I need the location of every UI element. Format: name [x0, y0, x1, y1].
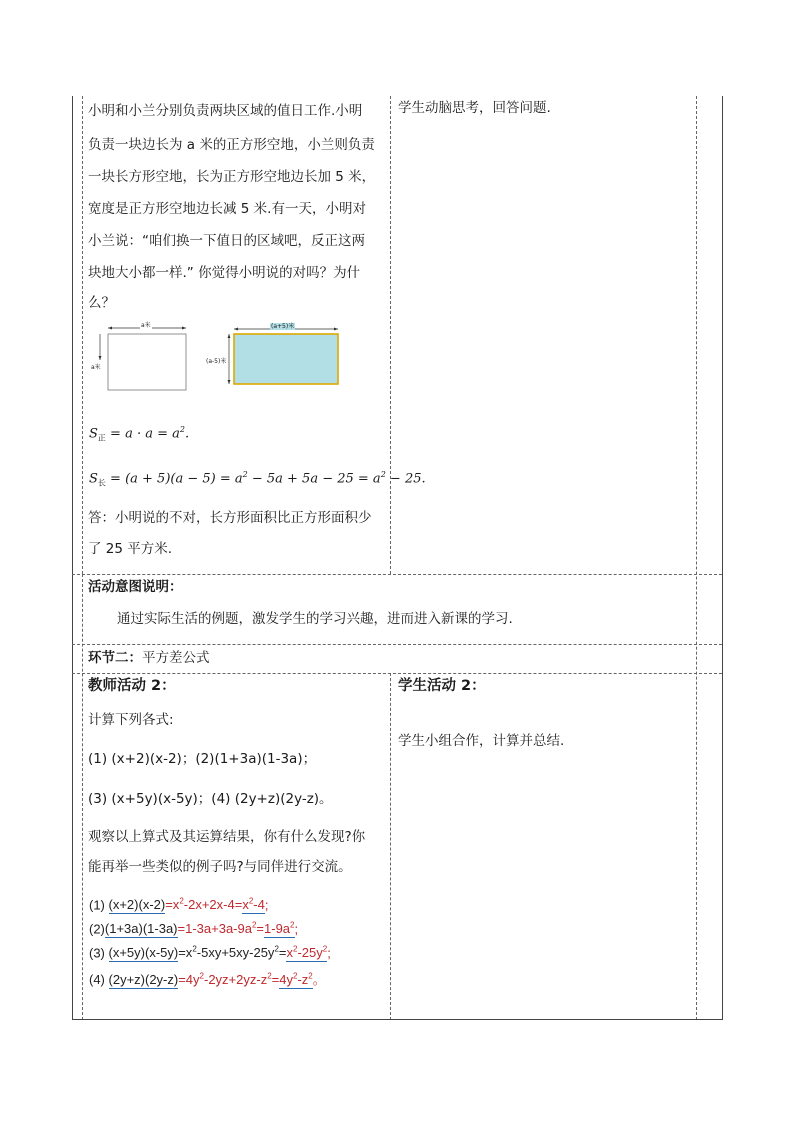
question-line-2: 能再举一些类似的例子吗?与同伴进行交流。	[88, 859, 352, 875]
rect-top-label: (a+5)米	[271, 323, 295, 330]
answer-line-2: 了 25 平方米.	[88, 541, 173, 557]
table-left-border	[72, 96, 73, 1020]
problem-line-7: 么？	[88, 295, 115, 311]
exercise-line-2: (3) (x+5y)(x-5y)；(4) (2y+z)(2y-z)。	[88, 791, 333, 807]
column-divider-top	[390, 96, 391, 574]
square-shape	[108, 334, 186, 390]
teacher-activity-2-title: 教师活动 2：	[88, 678, 176, 694]
inner-left-border-bottom	[82, 574, 83, 1020]
row-divider-intent	[72, 574, 722, 575]
rect-side-label: (a-5)米	[206, 358, 227, 365]
question-line-1: 观察以上算式及其运算结果，你有什么发现?你	[88, 829, 366, 845]
inner-left-border-top	[82, 96, 83, 574]
formula-rect: $S_长 = (a + 5)(a - 5) = a^2 - 5a + 5a - 25 = a^2 - 25$.	[89, 470, 426, 488]
rect-shape	[234, 334, 338, 384]
answer-line-1: 答：小明说的不对，长方形面积比正方形面积少	[88, 510, 372, 526]
square-top-label: a米	[141, 322, 151, 329]
exercise-prompt: 计算下列各式:	[88, 712, 174, 728]
problem-line-3: 一块长方形空地，长为正方形空地边长加 5 米，	[88, 169, 376, 185]
formula-square: $S_正 = a \cdot a = a^2$.	[89, 425, 190, 443]
intent-body: 通过实际生活的例题，激发学生的学习兴趣，进而进入新课的学习.	[117, 611, 513, 627]
square-side-label: a米	[91, 364, 101, 371]
problem-line-4: 宽度是正方形空地边长减 5 米.有一天，小明对	[88, 201, 366, 217]
solution-1: (1) $(x+2)(x-2)=x^2-2x+2x-4=x^2-4$;	[89, 897, 269, 913]
area-figure	[88, 322, 348, 392]
solution-4: (4) $(2y+z)(2y-z)=4y^2-2yz+2yz-z^2=4y^2-z^2$。	[89, 971, 326, 987]
row-divider-section2	[72, 644, 722, 645]
student-activity-2-title: 学生活动 2：	[398, 678, 486, 694]
section2-heading	[88, 648, 210, 668]
student-activity-1-text: 学生动脑思考，回答问题.	[398, 100, 551, 116]
solution-2: $(2)(1+3a)(1-3a)=1-3a+3a-9a^2=1-9a^2$;	[89, 921, 299, 937]
problem-line-2: 负责一块边长为 a 米的正方形空地，小兰则负责	[88, 137, 375, 153]
row-divider-activity2	[72, 673, 722, 674]
problem-line-5: 小兰说：“咱们换一下值日的区域吧，反正这两	[88, 233, 365, 249]
inner-right-border	[696, 96, 697, 1020]
problem-line-6: 块地大小都一样.” 你觉得小明说的对吗？为什	[88, 265, 361, 281]
table-right-border	[722, 96, 723, 1020]
section2-title: 环节二：	[88, 650, 142, 666]
exercise-line-1: (1) (x+2)(x-2)；(2)(1+3a)(1-3a)；	[88, 751, 317, 767]
table-bottom-border	[72, 1019, 722, 1020]
column-divider-bottom	[390, 673, 391, 1020]
problem-line-1: 小明和小兰分别负责两块区域的值日工作.小明	[88, 103, 363, 119]
student-activity-2-body: 学生小组合作，计算并总结.	[398, 733, 565, 749]
section2-subtitle: 平方差公式	[142, 650, 210, 666]
intent-title: 活动意图说明：	[88, 579, 183, 595]
solution-3: (3) $(x+5y)(x-5y)=x^2-5xy+5xy-25y^2=x^2-25y^2$;	[89, 945, 331, 961]
